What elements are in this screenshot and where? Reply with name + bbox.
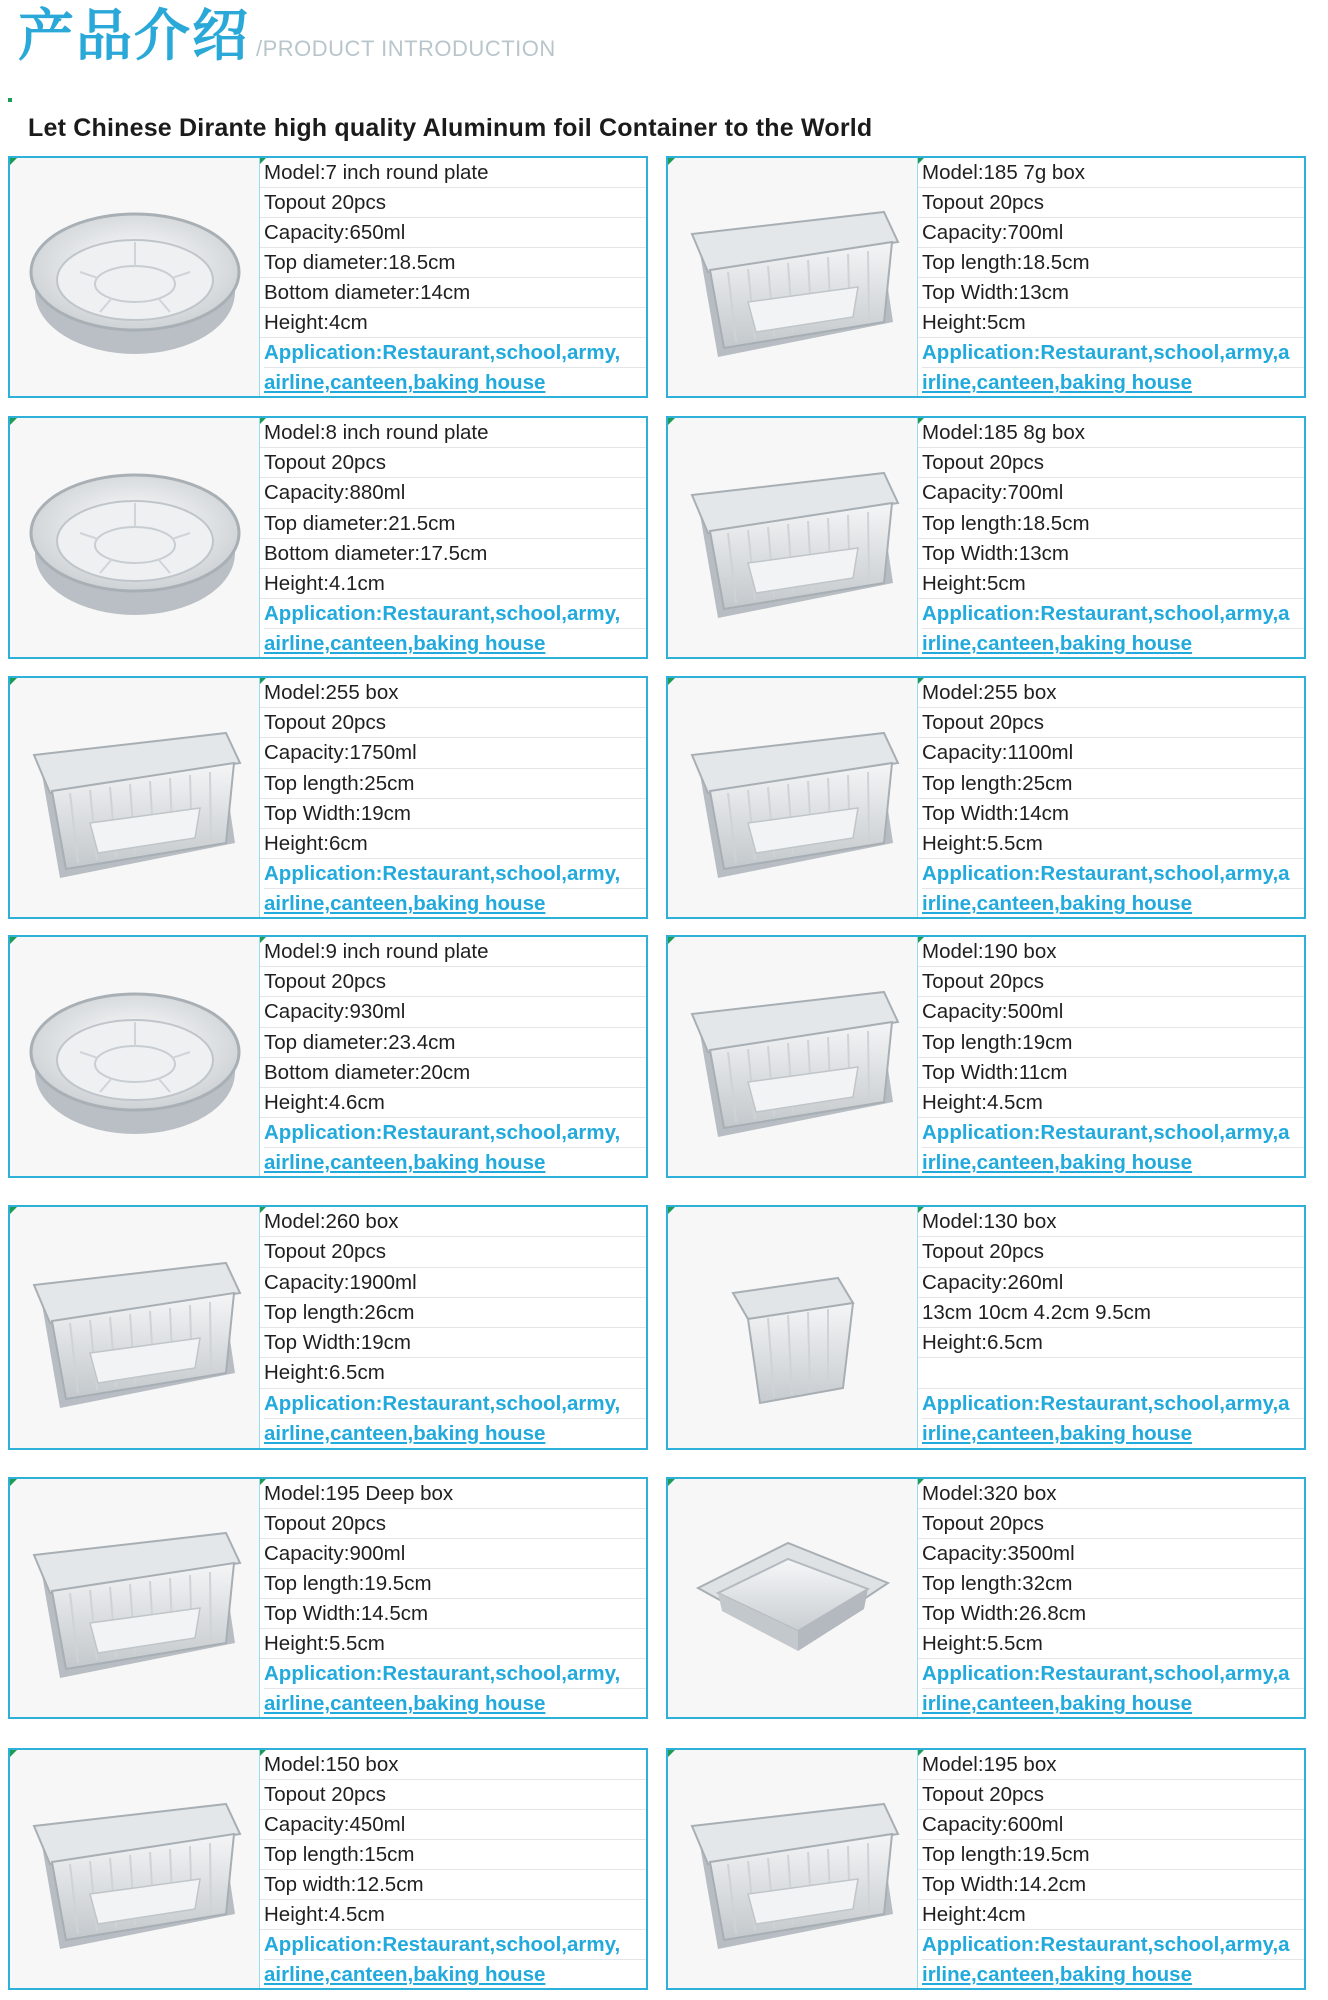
application-line-2: airline,canteen,baking house [264,892,546,916]
application-line-2: irline,canteen,baking house [922,371,1192,395]
spec-row: Height:4.6cm [260,1088,646,1118]
spec-row: Height:4cm [260,308,646,338]
product-card [8,1748,648,1990]
spec-row: Top length:18.5cm [918,248,1304,278]
spec-row: Model:7 inch round plate [260,158,646,188]
application-line-1: Application:Restaurant,school,army,a [922,1930,1304,1960]
application-text [918,338,1304,396]
application-text [260,859,646,917]
spec-row: Bottom diameter:14cm [260,278,646,308]
application-line-1: Application:Restaurant,school,army, [264,859,646,889]
product-card [666,156,1306,398]
application-line-1: Application:Restaurant,school,army, [264,338,646,368]
product-card [666,1205,1306,1450]
spec-row: Capacity:3500ml [918,1539,1304,1569]
application-line-2: irline,canteen,baking house [922,892,1192,916]
spec-row: Model:9 inch round plate [260,937,646,967]
spec-row: Capacity:700ml [918,218,1304,248]
spec-row: Topout 20pcs [918,708,1304,738]
product-photo [668,678,918,917]
application-line-1: Application:Restaurant,school,army,a [922,859,1304,889]
spec-row: Height:4.5cm [260,1900,646,1930]
product-specs [918,937,1304,1176]
application-text [918,599,1304,657]
application-text [260,338,646,396]
round-foil-plate-icon [20,433,250,643]
spec-row: Height:5cm [918,569,1304,599]
spec-row: Capacity:930ml [260,997,646,1027]
spec-row: Top length:19.5cm [260,1569,646,1599]
round-foil-plate-icon [20,172,250,382]
spec-row: Topout 20pcs [260,1509,646,1539]
application-line-1: Application:Restaurant,school,army,a [922,1659,1304,1689]
product-specs [260,1750,646,1988]
application-line-1: Application:Restaurant,school,army,a [922,338,1304,368]
spec-row: Top length:15cm [260,1840,646,1870]
spec-row: Top length:19.5cm [918,1840,1304,1870]
product-card [8,156,648,398]
product-specs [260,418,646,657]
product-photo [668,1479,918,1717]
spec-row: Height:6.5cm [260,1358,646,1388]
application-text [918,859,1304,917]
spec-row: Bottom diameter:17.5cm [260,539,646,569]
application-text [918,1930,1304,1988]
application-line-2: airline,canteen,baking house [264,1692,546,1716]
corner-mark [8,98,12,102]
product-photo [10,1479,260,1717]
spec-row: Top Width:14.5cm [260,1599,646,1629]
spec-row: Capacity:600ml [918,1810,1304,1840]
rect-foil-box-icon [20,1493,250,1703]
spec-row: Top Width:13cm [918,278,1304,308]
spec-row: Model:8 inch round plate [260,418,646,448]
spec-row [918,1358,1304,1388]
product-specs [260,1207,646,1448]
rect-foil-box-icon [20,693,250,903]
spec-row: Topout 20pcs [918,1509,1304,1539]
product-photo [10,1207,260,1448]
product-card [666,416,1306,659]
application-line-1: Application:Restaurant,school,army, [264,1389,646,1419]
application-line-2: airline,canteen,baking house [264,1421,546,1445]
spec-row: Capacity:500ml [918,997,1304,1027]
spec-row: Model:190 box [918,937,1304,967]
spec-row: Model:195 Deep box [260,1479,646,1509]
spec-row: Top Width:14cm [918,799,1304,829]
spec-row: Model:260 box [260,1207,646,1237]
spec-row: Topout 20pcs [918,448,1304,478]
product-photo [10,158,260,396]
application-line-2: airline,canteen,baking house [264,1151,546,1175]
product-specs [918,1750,1304,1988]
spec-row: Top Width:19cm [260,799,646,829]
spec-row: Height:6cm [260,829,646,859]
spec-row: Height:5.5cm [918,829,1304,859]
product-specs [918,678,1304,917]
spec-row: Model:185 8g box [918,418,1304,448]
spec-row: Top Width:26.8cm [918,1599,1304,1629]
rect-foil-box-icon [678,172,908,382]
rect-foil-box-icon [678,693,908,903]
spec-row: Capacity:650ml [260,218,646,248]
product-photo [668,1750,918,1988]
spec-row: Height:4cm [918,1900,1304,1930]
round-foil-plate-icon [20,952,250,1162]
spec-row: Top length:32cm [918,1569,1304,1599]
product-specs [918,1207,1304,1448]
application-line-1: Application:Restaurant,school,army, [264,1659,646,1689]
application-line-2: irline,canteen,baking house [922,632,1192,656]
spec-row: Top diameter:21.5cm [260,509,646,539]
application-text [918,1389,1304,1447]
spec-row: Topout 20pcs [260,188,646,218]
spec-row: Model:130 box [918,1207,1304,1237]
application-line-1: Application:Restaurant,school,army,a [922,1118,1304,1148]
product-card [8,416,648,659]
spec-row: Height:5.5cm [918,1629,1304,1659]
rect-foil-box-icon [20,1764,250,1974]
spec-row: Capacity:900ml [260,1539,646,1569]
product-photo [668,1207,918,1448]
application-text [260,1389,646,1447]
spec-row: Topout 20pcs [260,967,646,997]
application-text [260,1659,646,1717]
application-line-2: airline,canteen,baking house [264,632,546,656]
spec-row: Top width:12.5cm [260,1870,646,1900]
spec-row: Topout 20pcs [918,967,1304,997]
spec-row: Top diameter:23.4cm [260,1028,646,1058]
tagline: Let Chinese Dirante high quality Aluminum foil Container to the World [28,114,873,142]
application-text [918,1118,1304,1176]
product-card [8,676,648,919]
product-photo [668,158,918,396]
spec-row: Topout 20pcs [260,1780,646,1810]
product-photo [668,937,918,1176]
page-title-english: /PRODUCT INTRODUCTION [256,36,556,61]
application-line-2: irline,canteen,baking house [922,1421,1192,1445]
rect-foil-box-icon [678,952,908,1162]
page-header [18,4,556,70]
product-photo [10,678,260,917]
application-text [918,1659,1304,1717]
rect-foil-box-icon [20,1223,250,1433]
spec-row: Top diameter:18.5cm [260,248,646,278]
application-text [260,1118,646,1176]
spec-row: Height:6.5cm [918,1328,1304,1358]
spec-row: Capacity:1750ml [260,738,646,768]
product-card [666,676,1306,919]
application-line-1: Application:Restaurant,school,army,a [922,599,1304,629]
product-card [8,1205,648,1450]
spec-row: Capacity:880ml [260,478,646,508]
product-specs [918,1479,1304,1717]
rect-foil-box-icon [678,1764,908,1974]
product-photo [10,418,260,657]
product-specs [260,1479,646,1717]
application-line-1: Application:Restaurant,school,army, [264,1930,646,1960]
spec-row: Capacity:260ml [918,1268,1304,1298]
spec-row: Bottom diameter:20cm [260,1058,646,1088]
spec-row: Height:4.5cm [918,1088,1304,1118]
product-specs [918,158,1304,396]
application-line-1: Application:Restaurant,school,army, [264,599,646,629]
product-specs [260,158,646,396]
spec-row: Top length:18.5cm [918,509,1304,539]
spec-row: Top length:25cm [918,769,1304,799]
product-specs [918,418,1304,657]
spec-row: Topout 20pcs [260,448,646,478]
product-specs [260,678,646,917]
product-card [666,1477,1306,1719]
application-line-2: irline,canteen,baking house [922,1692,1192,1716]
spec-row: Top Width:19cm [260,1328,646,1358]
spec-row: Topout 20pcs [260,1237,646,1267]
spec-row: Model:185 7g box [918,158,1304,188]
spec-row: Model:150 box [260,1750,646,1780]
spec-row: Height:5.5cm [260,1629,646,1659]
spec-row: Capacity:1900ml [260,1268,646,1298]
product-specs [260,937,646,1176]
application-line-1: Application:Restaurant,school,army, [264,1118,646,1148]
product-card [666,1748,1306,1990]
page-title-chinese: 产品介绍 [18,4,250,69]
spec-row: Height:5cm [918,308,1304,338]
product-card [8,935,648,1178]
spec-row: Topout 20pcs [918,1237,1304,1267]
spec-row: Model:195 box [918,1750,1304,1780]
spec-row: Capacity:1100ml [918,738,1304,768]
spec-row: Top Width:14.2cm [918,1870,1304,1900]
application-line-2: irline,canteen,baking house [922,1151,1192,1175]
spec-row: Top Width:13cm [918,539,1304,569]
application-text [260,1930,646,1988]
small-foil-box-icon [678,1223,908,1433]
spec-row: Model:255 box [918,678,1304,708]
spec-row: 13cm 10cm 4.2cm 9.5cm [918,1298,1304,1328]
product-card [666,935,1306,1178]
rect-foil-box-icon [678,433,908,643]
spec-row: Top Width:11cm [918,1058,1304,1088]
application-text [260,599,646,657]
spec-row: Top length:26cm [260,1298,646,1328]
product-photo [10,937,260,1176]
product-card [8,1477,648,1719]
square-foil-tray-icon [678,1493,908,1703]
spec-row: Topout 20pcs [260,708,646,738]
spec-row: Topout 20pcs [918,1780,1304,1810]
spec-row: Top length:19cm [918,1028,1304,1058]
application-line-2: airline,canteen,baking house [264,371,546,395]
application-line-1: Application:Restaurant,school,army,a [922,1389,1304,1419]
spec-row: Capacity:450ml [260,1810,646,1840]
spec-row: Model:320 box [918,1479,1304,1509]
spec-row: Top length:25cm [260,769,646,799]
spec-row: Topout 20pcs [918,188,1304,218]
spec-row: Capacity:700ml [918,478,1304,508]
spec-row: Model:255 box [260,678,646,708]
application-line-2: airline,canteen,baking house [264,1963,546,1987]
product-photo [10,1750,260,1988]
product-photo [668,418,918,657]
application-line-2: irline,canteen,baking house [922,1963,1192,1987]
spec-row: Height:4.1cm [260,569,646,599]
